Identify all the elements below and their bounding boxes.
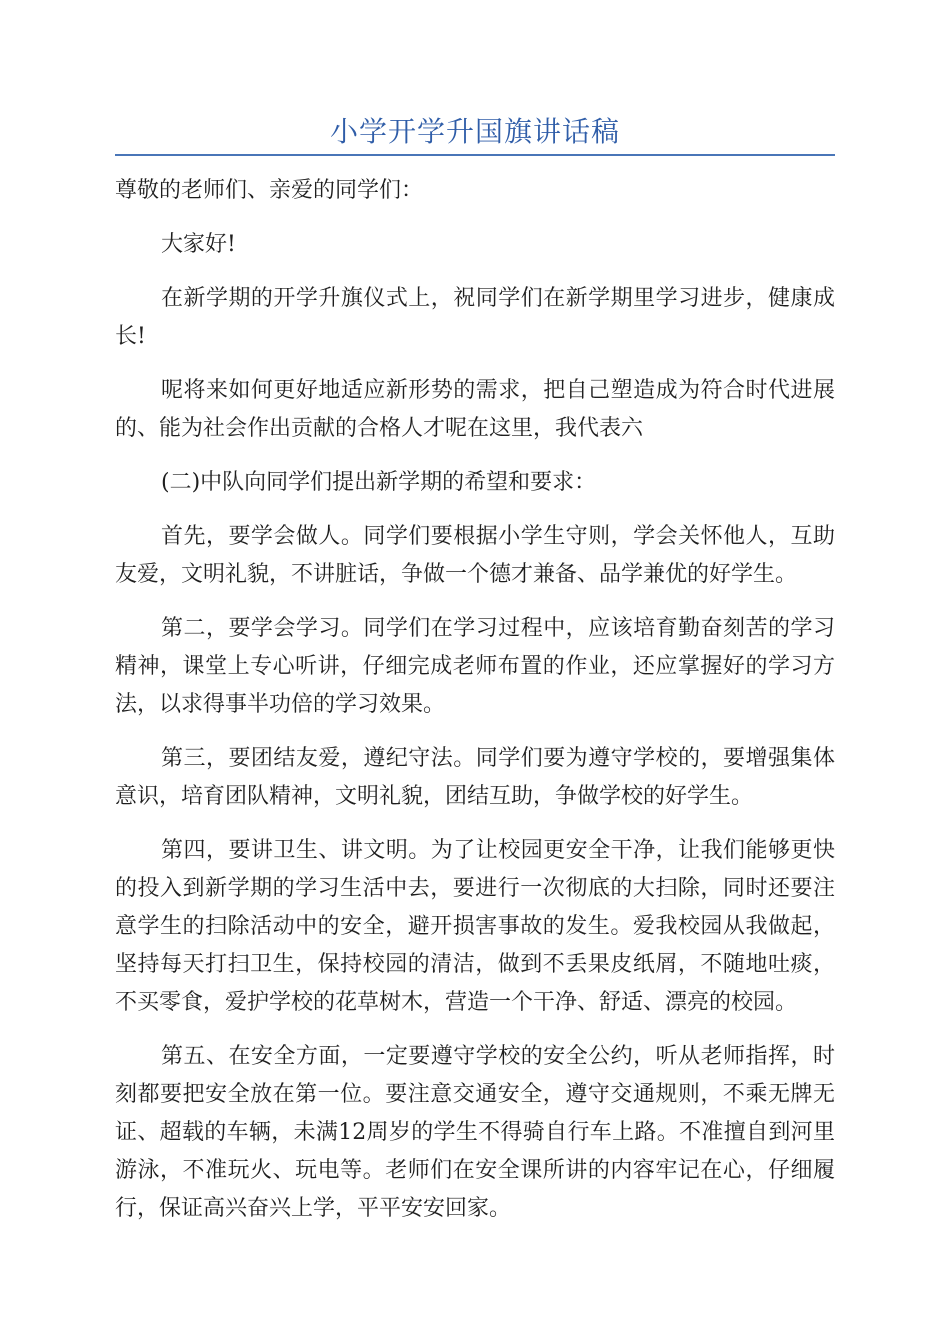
paragraph: 第四，要讲卫生、讲文明。为了让校园更安全干净，让我们能够更快的投入到新学期的学习生活中去，要进行一次彻底的大扫除，同时还要注意学生的扫除活动中的安全，避开损害事故的发生。爱我校园从我做起，坚持每天打扫卫生，保持校园的清洁，做到不丢果皮纸屑，不随地吐痰，不买零食，爱护学校的花草树木，营造一个干净、舒适、漂亮的校园。 [115,838,835,1015]
greeting-line: 尊敬的老师们、亲爱的同学们： [115,178,424,203]
paragraph: 第五、在安全方面，一定要遵守学校的安全公约，听从老师指挥，时刻都要把安全放在第一位。要注意交通安全，遵守交通规则，不乘无牌无证、超载的车辆，未满12周岁的学生不得骑自行车上路。不准擅自到河里游泳，不准玩火、玩电等。老师们在安全课所讲的内容牢记在心，仔细履行，保证高兴奋兴上学，平平安安回家。 [115,1044,835,1221]
paragraph: 第三，要团结友爱，遵纪守法。同学们要为遵守学校的，要增强集体意识，培育团队精神，文明礼貌，团结互助，争做学校的好学生。 [115,746,835,809]
paragraph: (二)中队向同学们提出新学期的希望和要求： [161,470,597,495]
paragraph: 在新学期的开学升旗仪式上，祝同学们在新学期里学习进步，健康成长! [115,286,835,349]
document-body [115,172,835,1244]
paragraph: 首先，要学会做人。同学们要根据小学生守则，学会关怀他人，互助友爱，文明礼貌，不讲脏话，争做一个德才兼备、品学兼优的好学生。 [115,524,835,587]
paragraph: 大家好! [161,232,236,257]
paragraph: 第二，要学会学习。同学们在学习过程中，应该培育勤奋刻苦的学习精神，课堂上专心听讲，仔细完成老师布置的作业，还应掌握好的学习方法，以求得事半功倍的学习效果。 [115,616,835,717]
document-title: 小学开学升国旗讲话稿 [329,115,620,148]
paragraph: 呢将来如何更好地适应新形势的需求，把自己塑造成为符合时代进展的、能为社会作出贡献的合格人才呢在这里，我代表六 [115,378,835,441]
title-underline [115,154,835,156]
